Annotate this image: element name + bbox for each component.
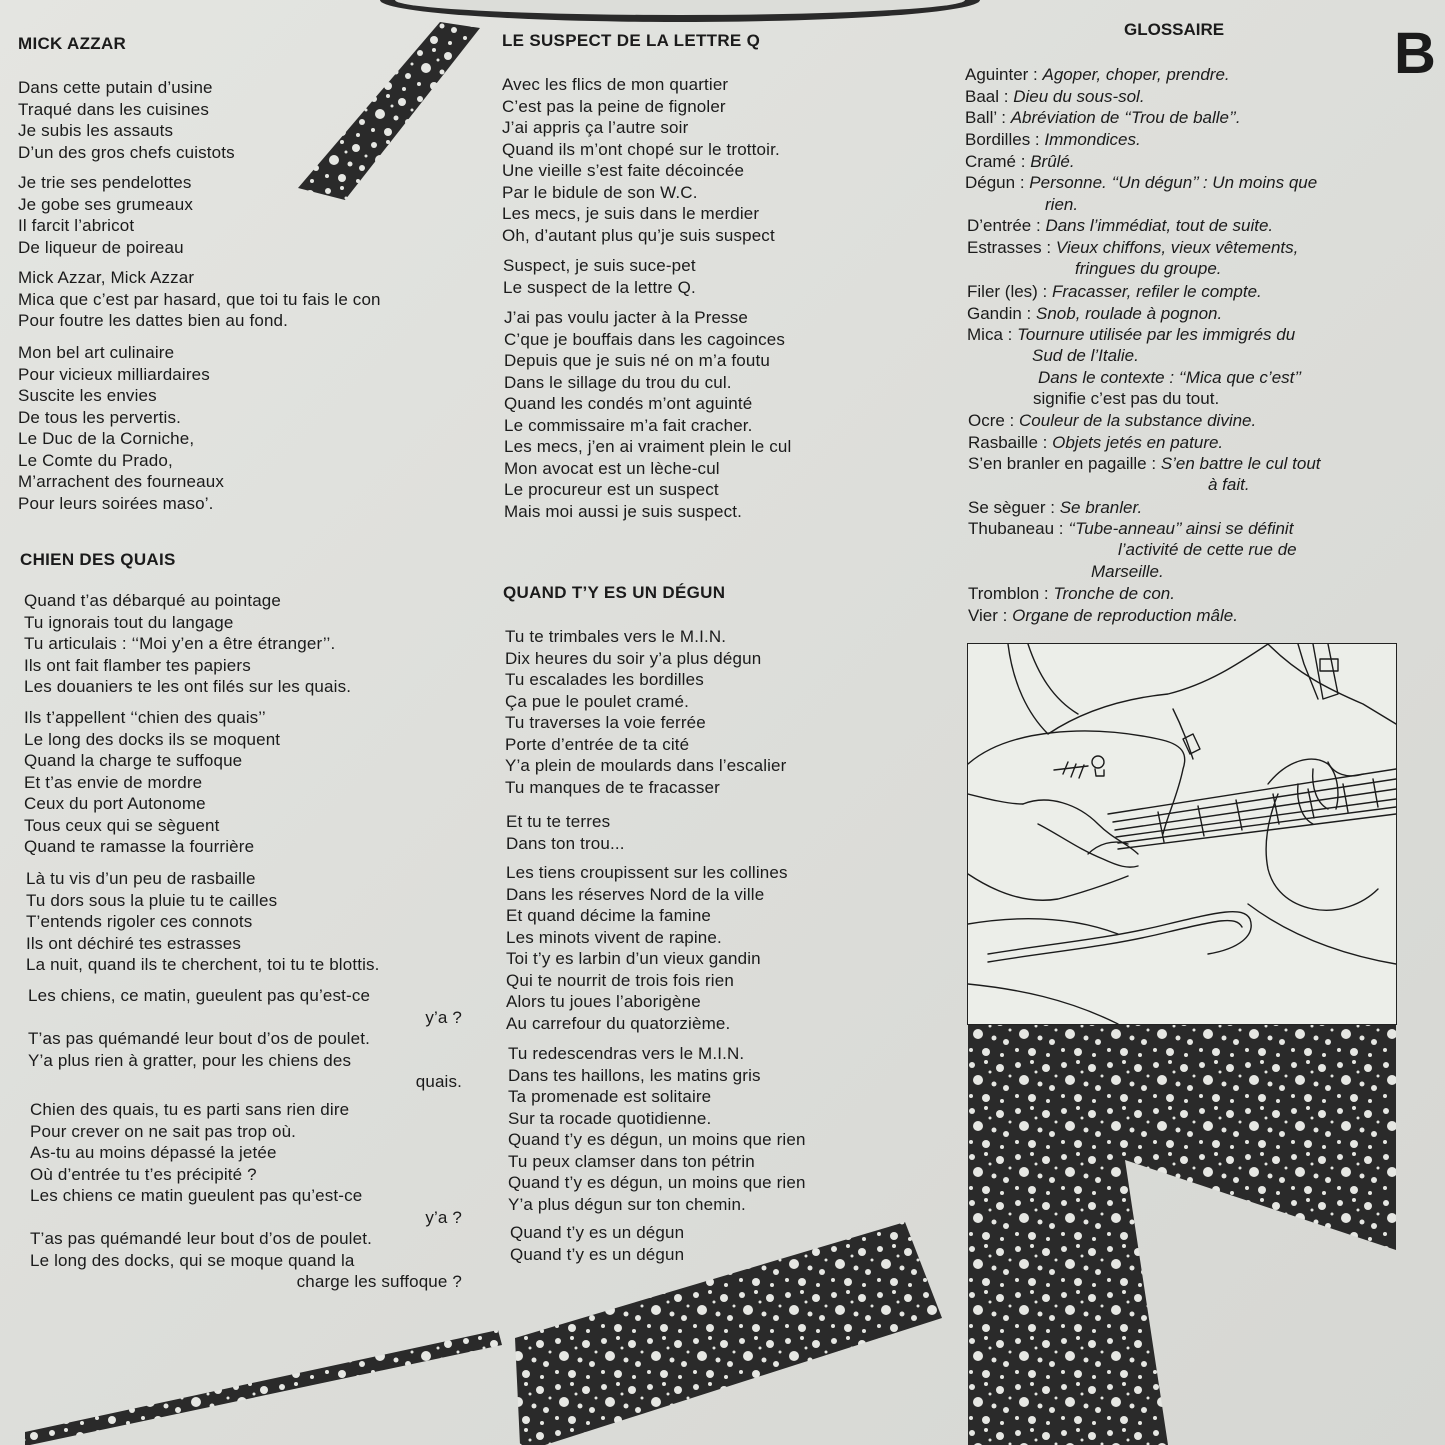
glossary-term: Dégun : — [965, 173, 1025, 192]
stanza — [26, 868, 380, 976]
lyric-line: Le long des docks ils se moquent — [24, 729, 281, 749]
glossary-term: Rasbaille : — [968, 433, 1048, 452]
lyric-line: De tous les pervertis. — [18, 407, 181, 427]
glossary-entry — [965, 64, 1230, 86]
lyric-line: Quand ils m’ont chopé sur le trottoir. — [502, 139, 780, 159]
glossary-definition: Dans le contexte : ‘‘Mica que c’est’’ — [1038, 368, 1302, 387]
lyric-line: Suspect, je suis suce-pet — [503, 256, 696, 275]
glossary-term: Mica : — [967, 325, 1013, 344]
glossary-definition: Couleur de la substance divine. — [1019, 411, 1257, 430]
lyric-line: Dans ton trou... — [506, 833, 625, 853]
lyric-line: Dans le sillage du trou du cul. — [504, 372, 732, 392]
lyric-line: Pour foutre les dattes bien au fond. — [18, 311, 289, 330]
glossary-entry — [967, 324, 1295, 346]
lyric-line: Mick Azzar, Mick Azzar — [18, 268, 195, 287]
stanza — [506, 811, 625, 854]
lyric-line: Quand la charge te suffoque — [24, 751, 243, 770]
glossary-definition: Dans l’immédiat, tout de suite. — [1045, 216, 1274, 235]
lyric-line: Quand te ramasse la fourrière — [24, 837, 255, 856]
lyric-line: J’ai pas voulu jacter à la Presse — [504, 308, 749, 327]
lyric-line: Y’a plus rien à gratter, pour les chiens des — [28, 1050, 352, 1070]
lyric-line: Une vieille s’est faite décoincée — [502, 161, 745, 180]
lyric-line: T’as pas quémandé leur bout d’os de poulet. — [30, 1229, 372, 1248]
glossary-definition: Organe de reproduction mâle. — [1012, 606, 1238, 625]
glossary-entry — [967, 215, 1273, 237]
lyric-line: Dans cette putain d’usine — [18, 78, 213, 97]
lyric-line: Pour crever on ne sait pas trop où. — [30, 1121, 297, 1141]
glossary-term: Thubaneau : — [968, 519, 1064, 538]
lyric-line: Je subis les assauts — [18, 121, 174, 140]
lyric-line: Mon bel art culinaire — [18, 343, 175, 362]
lyric-line: Qui te nourrit de trois fois rien — [506, 970, 734, 990]
glossary-entry — [968, 432, 1223, 454]
lyric-line: Le commissaire m’a fait cracher. — [504, 415, 753, 435]
glossary-entry — [968, 497, 1142, 519]
speckle-block-right — [968, 1025, 1396, 1445]
lyric-line: Les douaniers te les ont filés sur les quais. — [24, 677, 352, 696]
lyric-line: Y’a plein de moulards dans l’escalier — [505, 756, 787, 775]
lyric-line: Mon avocat est un lèche-cul — [504, 458, 720, 478]
lyric-line: Alors tu joues l’aborigène — [506, 992, 701, 1011]
glossary-definition: Agoper, choper, prendre. — [1042, 65, 1230, 84]
glossary-term: Gandin : — [967, 304, 1032, 323]
glossary-entry — [968, 410, 1256, 432]
glossary-term: Estrasses : — [967, 238, 1052, 257]
stanza — [503, 255, 696, 298]
stanza — [18, 267, 381, 332]
glossary-entry — [965, 107, 1241, 129]
lyric-line: Où d’entrée tu t’es précipité ? — [30, 1164, 257, 1184]
glossary-definition: Tournure utilisée par les immigrés du — [1017, 325, 1296, 344]
glossary-entry — [968, 605, 1238, 627]
glossary-definition: Personne. ‘‘Un dégun’’ : Un moins que — [1029, 173, 1318, 192]
glossary-term: Se sèguer : — [968, 498, 1055, 517]
lyric-line: Dans les réserves Nord de la ville — [506, 884, 765, 904]
lyric-line: Et t’as envie de mordre — [24, 772, 203, 792]
stanza — [506, 862, 788, 1034]
lyric-line: La nuit, quand ils te cherchent, toi tu te blottis. — [26, 955, 380, 974]
glossary-term: D’entrée : — [967, 216, 1041, 235]
lyric-line: Les tiens croupissent sur les collines — [506, 863, 788, 882]
glossary-definition: Brûlé. — [1030, 152, 1075, 171]
stanza — [504, 307, 791, 522]
lyric-line: J’ai appris ça l’autre soir — [502, 118, 689, 137]
lyric-line: Tu dors sous la pluie tu te cailles — [26, 890, 278, 910]
lyric-line: Dix heures du soir y’a plus dégun — [505, 648, 762, 668]
glossary-definition-continued: à fait. — [1208, 475, 1250, 494]
guitar-drawing — [968, 644, 1396, 1024]
glossary-definition: Vieux chiffons, vieux vêtements, — [1055, 238, 1299, 257]
stanza — [502, 74, 780, 246]
song-title-mick-azzar: MICK AZZAR — [18, 34, 127, 53]
lyric-line: Là tu vis d’un peu de rasbaille — [26, 869, 256, 888]
lyric-line: Tu te trimbales vers le M.I.N. — [505, 627, 727, 646]
lyric-line: Le Duc de la Corniche, — [18, 429, 195, 448]
lyric-line: Le suspect de la lettre Q. — [503, 277, 696, 297]
lyric-line: Quand t’as débarqué au pointage — [24, 591, 282, 610]
lyric-line: De liqueur de poireau — [18, 237, 184, 257]
lyric-line: Les minots vivent de rapine. — [506, 927, 722, 947]
glossary-entry — [965, 129, 1141, 151]
glossary-entry — [965, 172, 1317, 194]
lyric-line: Quand les condés m’ont aguinté — [504, 394, 753, 413]
lyric-line: Ils t’appellent ‘‘chien des quais’’ — [24, 708, 266, 727]
song-title-le-suspect: LE SUSPECT DE LA LETTRE Q — [502, 31, 761, 50]
glossary-definition-continued: rien. — [1045, 195, 1079, 214]
lyric-line: Le Comte du Prado, — [18, 450, 173, 470]
glossary-term: Cramé : — [965, 152, 1026, 171]
lyric-line: Tu ignorais tout du langage — [24, 612, 234, 632]
lyric-line: Il farcit l’abricot — [18, 216, 135, 235]
lyric-line: Tu escalades les bordilles — [505, 670, 704, 689]
stanza — [508, 1043, 806, 1215]
stanza — [24, 590, 351, 698]
glossary-entry — [968, 518, 1293, 540]
glossary-term: Aguinter : — [965, 65, 1038, 84]
lyric-line: Les chiens ce matin gueulent pas qu’est-ce — [30, 1186, 363, 1205]
glossary-term: Ball’ : — [965, 108, 1006, 127]
glossary-title: GLOSSAIRE — [1124, 20, 1225, 39]
lyric-line: Tu peux clamser dans ton pétrin — [508, 1151, 755, 1171]
lyric-line: charge les suffoque ? — [296, 1272, 462, 1291]
lyric-line: T’as pas quémandé leur bout d’os de poulet. — [28, 1029, 370, 1048]
lyric-line: Au carrefour du quatorzième. — [506, 1013, 731, 1033]
lyric-line: y’a ? — [425, 1007, 462, 1027]
lyric-line: Ta promenade est solitaire — [508, 1087, 712, 1106]
lyric-line: Quand t’y es un dégun — [510, 1223, 685, 1242]
glossary-term: Baal : — [965, 87, 1009, 106]
glossary-entry — [967, 303, 1222, 325]
lyric-line: Pour vicieux milliardaires — [18, 364, 210, 384]
glossary-definition-continued: l’activité de cette rue de — [1118, 540, 1297, 559]
song-title-quand-ty-es-un-degun: QUAND T’Y ES UN DÉGUN — [503, 583, 726, 602]
glossary-definition-continued: Sud de l’Italie. — [1032, 346, 1139, 365]
lyric-line: Pour leurs soirées maso’. — [18, 493, 214, 513]
glossary-definition-continued: fringues du groupe. — [1075, 259, 1222, 278]
stanza — [28, 985, 462, 1093]
lyric-line: Les chiens, ce matin, gueulent pas qu’est-ce — [28, 986, 371, 1005]
lyric-line: Depuis que je suis né on m’a foutu — [504, 351, 770, 370]
stanza — [510, 1222, 684, 1265]
glossary-definition: Se branler. — [1059, 498, 1143, 517]
glossary-entry — [968, 453, 1321, 475]
lyric-line: Tous ceux qui se sèguent — [24, 815, 220, 835]
lyric-line: Quand t’y es dégun, un moins que rien — [508, 1130, 806, 1149]
glossary-definition: Abréviation de ‘‘Trou de balle’’. — [1010, 108, 1241, 127]
glossary-term: Filer (les) : — [967, 282, 1048, 301]
glossary-entry — [967, 237, 1298, 259]
lyric-line: Je trie ses pendelottes — [18, 173, 192, 192]
stanza — [18, 77, 235, 163]
lyric-line: Le long des docks, qui se moque quand la — [30, 1250, 355, 1270]
stanza — [18, 172, 193, 258]
lyric-line: Tu redescendras vers le M.I.N. — [508, 1044, 745, 1063]
lyric-line: Quand t’y es dégun, un moins que rien — [508, 1173, 806, 1192]
glossary-term: Vier : — [968, 606, 1008, 625]
glossary-term: Tromblon : — [968, 584, 1049, 603]
lyric-line: Mais moi aussi je suis suspect. — [504, 501, 743, 521]
lyric-line: Tu manques de te fracasser — [505, 777, 720, 797]
side-letter: B — [1394, 21, 1436, 86]
lyric-line: quais. — [415, 1072, 462, 1091]
lyric-line: Les mecs, je suis dans le merdier — [502, 204, 760, 223]
lyric-line: Ils ont déchiré tes estrasses — [26, 933, 242, 953]
glossary-entry — [967, 281, 1262, 303]
speckle-band-top — [298, 22, 480, 200]
glossary-term: Bordilles : — [965, 130, 1040, 149]
lyric-line: M’arrachent des fourneaux — [18, 472, 224, 491]
stanza — [24, 707, 280, 858]
lyric-line: Quand t’y es un dégun — [510, 1244, 685, 1264]
lyric-line: Porte d’entrée de ta cité — [505, 734, 690, 754]
glossary-entry — [968, 583, 1175, 605]
stanza — [30, 1099, 462, 1293]
lyric-line: Ils ont fait flamber tes papiers — [24, 655, 251, 675]
glossary-entry — [965, 151, 1075, 173]
stanza — [505, 626, 786, 798]
speckle-stripe-bottom — [25, 1330, 502, 1445]
lyric-line: Les mecs, j’en ai vraiment plein le cul — [504, 437, 792, 456]
lyric-line: Tu traverses la voie ferrée — [505, 713, 706, 732]
lyric-line: Suscite les envies — [18, 386, 157, 405]
lyric-line: y’a ? — [425, 1207, 462, 1227]
stanza — [18, 342, 224, 514]
lyric-line: Et quand décime la famine — [506, 906, 712, 925]
glossary-definition: Tronche de con. — [1053, 584, 1175, 603]
lyric-line: C’que je bouffais dans les cagoinces — [504, 329, 786, 349]
glossary-definition-continued: signifie c’est pas du tout. — [1033, 389, 1220, 408]
glossary-term: Ocre : — [968, 411, 1015, 430]
lyric-line: Dans tes haillons, les matins gris — [508, 1065, 761, 1085]
lyric-line: T’entends rigoler ces connots — [26, 912, 253, 931]
song-title-chien-des-quais: CHIEN DES QUAIS — [20, 550, 176, 569]
lyric-line: Y’a plus dégun sur ton chemin. — [508, 1194, 746, 1214]
glossary-definition: Snob, roulade à pognon. — [1036, 304, 1223, 323]
glossary-definition: Dieu du sous-sol. — [1013, 87, 1145, 106]
lyric-line: Toi t’y es larbin d’un vieux gandin — [506, 949, 761, 968]
lyric-line: Tu articulais : ‘‘Moi y’en a être étranger’’. — [24, 634, 336, 653]
glossary-definition: S’en battre le cul tout — [1160, 454, 1321, 473]
glossary-definition: Immondices. — [1044, 130, 1141, 149]
lyric-line: D’un des gros chefs cuistots — [18, 142, 235, 162]
lyric-line: Chien des quais, tu es parti sans rien dire — [30, 1100, 350, 1119]
lyric-line: Mica que c’est par hasard, que toi tu fais le con — [18, 289, 381, 309]
lyric-line: Avec les flics de mon quartier — [502, 75, 729, 94]
glossary-definition: ‘‘Tube-anneau’’ ainsi se définit — [1068, 519, 1294, 538]
lyric-line: Ça pue le poulet cramé. — [505, 691, 689, 711]
glossary-definition-continued: Marseille. — [1091, 562, 1164, 581]
lyric-line: Traqué dans les cuisines — [18, 99, 210, 119]
glossary-entry — [965, 86, 1145, 108]
glossary-term: S’en branler en pagaille : — [968, 454, 1157, 473]
lyric-line: Ceux du port Autonome — [24, 794, 206, 813]
lyric-line: As-tu au moins dépassé la jetée — [30, 1143, 277, 1162]
lyric-line: Le procureur est un suspect — [504, 480, 719, 499]
guitar-illustration — [967, 643, 1397, 1025]
lyric-line: Je gobe ses grumeaux — [18, 194, 193, 214]
lyric-line: Par le bidule de son W.C. — [502, 182, 698, 202]
lyric-line: Sur ta rocade quotidienne. — [508, 1108, 712, 1128]
lyric-line: Oh, d’autant plus qu’je suis suspect — [502, 225, 775, 245]
glossary-definition: Fracasser, refiler le compte. — [1052, 282, 1262, 301]
lyric-line: Et tu te terres — [506, 812, 611, 831]
lyric-line: C’est pas la peine de fignoler — [502, 96, 726, 116]
glossary-definition: Objets jetés en pature. — [1052, 433, 1224, 452]
